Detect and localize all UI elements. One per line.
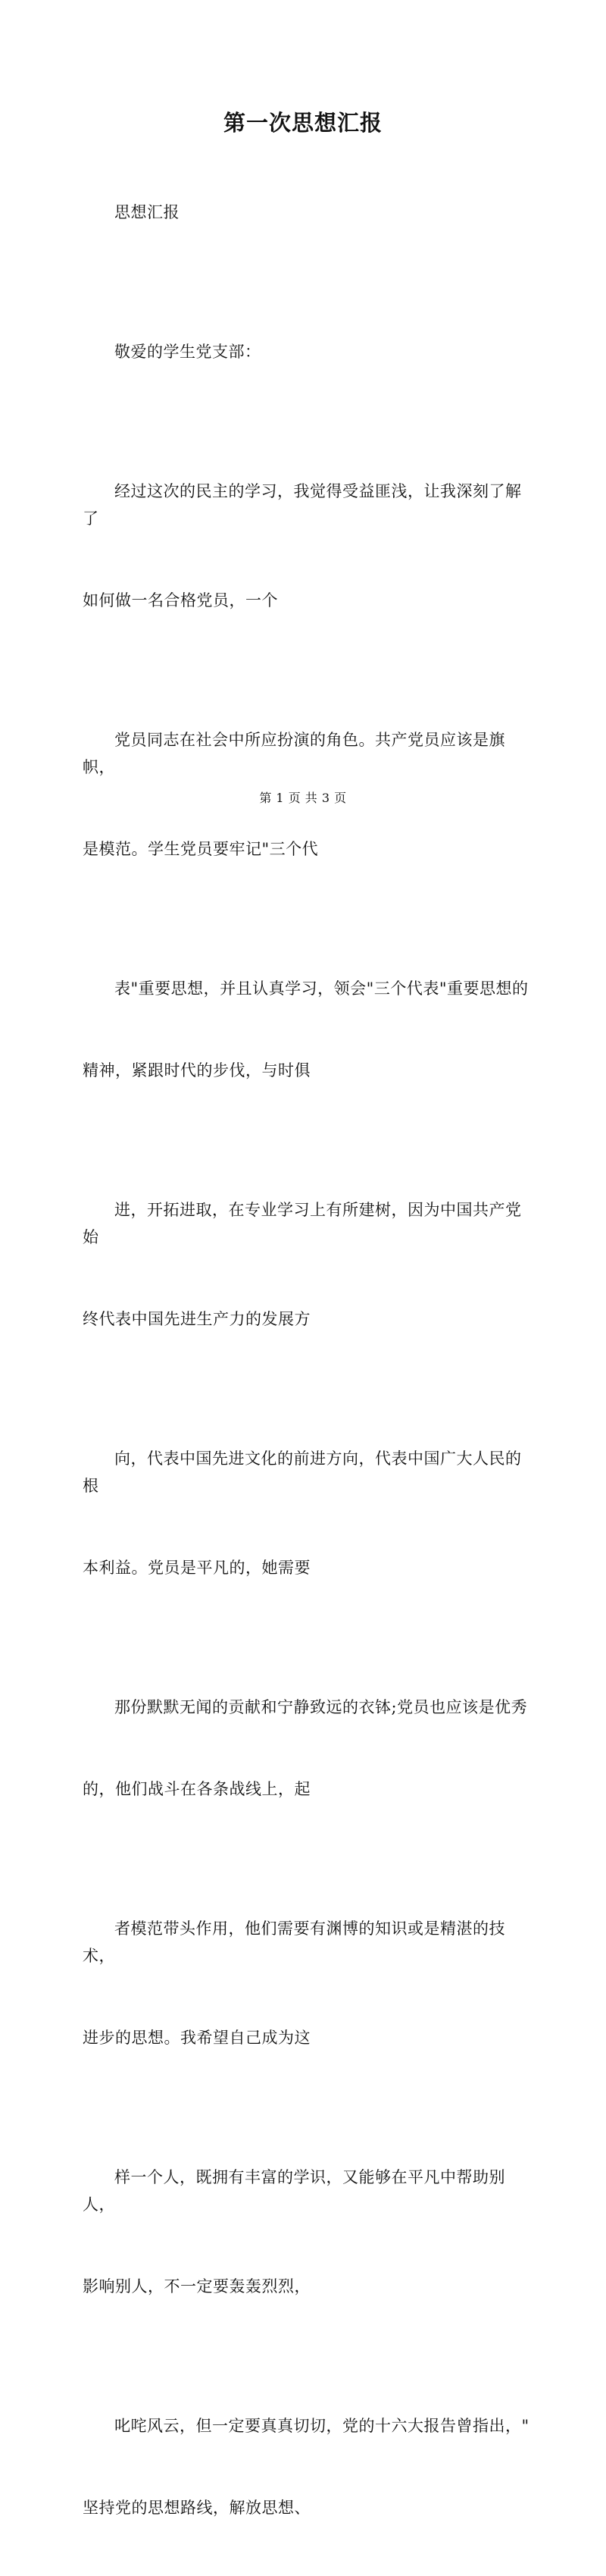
paragraph [83, 1639, 533, 1857]
document-body [83, 144, 533, 2576]
document-title: 第一次思想汇报 [223, 110, 383, 136]
paragraph [83, 284, 533, 420]
paragraph-line: 者模范带头作用，他们需要有渊博的知识或是精湛的技术， [83, 1919, 505, 1965]
paragraph-line: 表"重要思想，并且认真学习，领会"三个代表"重要思想的 [114, 979, 529, 998]
paragraph [83, 1390, 533, 1636]
paragraph [83, 920, 533, 1139]
paragraph-line: 终代表中国先进生产力的发展方 [83, 1310, 311, 1328]
paragraph-line: 进步的思想。我希望自己成为这 [83, 2029, 311, 2047]
page-indicator: 第 1 页 共 3 页 [259, 791, 347, 805]
paragraph-line: 精神，紧跟时代的步伐，与时俱 [83, 1061, 311, 1080]
paragraph [83, 144, 533, 280]
paragraph-line: 经过这次的民主的学习，我觉得受益匪浅，让我深刻了解了 [83, 482, 522, 528]
paragraph-line: 进，开拓进取，在专业学习上有所建树，因为中国共产党始 [83, 1201, 522, 1246]
paragraph [83, 1860, 533, 2106]
paragraph-line: 敬爱的学生党支部： [114, 343, 261, 361]
paragraph [83, 2358, 533, 2576]
paragraph-line: 那份默默无闻的贡献和宁静致远的衣钵;党员也应该是优秀 [114, 1698, 528, 1716]
paragraph-line: 如何做一名合格党员，一个 [83, 591, 278, 610]
paragraph [83, 2109, 533, 2355]
paragraph-line: 坚持党的思想路线，解放思想、 [83, 2499, 311, 2517]
paragraph-line: 向，代表中国先进文化的前进方向，代表中国广大人民的根 [83, 1449, 522, 1495]
paragraph-line: 样一个人，既拥有丰富的学识，又能够在平凡中帮助别人， [83, 2168, 505, 2214]
paragraph [83, 1142, 533, 1387]
paragraph-line: 影响别人，不一定要轰轰烈烈， [83, 2277, 311, 2296]
paragraph-line: 叱咤风云，但一定要真真切切，党的十六大报告曾指出，" [114, 2417, 529, 2435]
paragraph-line: 党员同志在社会中所应扮演的角色。共产党员应该是旗帜， [83, 731, 505, 776]
paragraph-line: 是模范。学生党员要牢记"三个代 [83, 840, 319, 858]
paragraph-line: 的，他们战斗在各条战线上，起 [83, 1780, 311, 1798]
paragraph-line: 本利益。党员是平凡的，她需要 [83, 1559, 311, 1577]
paragraph-line: 思想汇报 [114, 203, 180, 221]
paragraph [83, 423, 533, 669]
